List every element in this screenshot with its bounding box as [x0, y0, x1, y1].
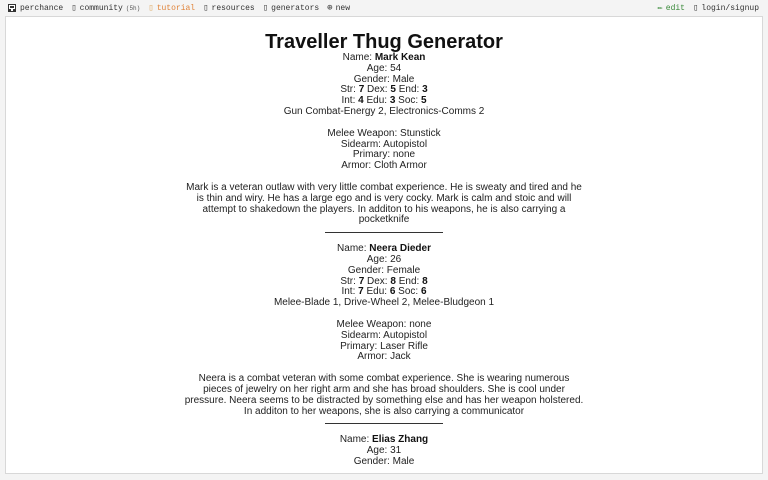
thug-gender-line [6, 457, 762, 468]
generator-output-frame [5, 16, 763, 474]
nav-generators-label: generators [271, 3, 320, 13]
thug-gender: Female [386, 264, 421, 276]
name-label: Name: [342, 52, 375, 63]
int-value: 4 [358, 95, 364, 107]
melee-label: Melee Weapon: [327, 127, 401, 139]
thug-name: Mark Kean [374, 52, 426, 63]
soc-label: Soc: [395, 95, 421, 107]
thug-divider [325, 423, 443, 424]
nav-new-label: new [335, 3, 350, 13]
end-value: 3 [422, 84, 428, 96]
dex-value: 8 [390, 275, 396, 287]
thug-age: 31 [390, 445, 402, 457]
edu-label: Edu: [363, 95, 390, 107]
user-icon: ▯ [692, 3, 699, 13]
gender-label: Gender: [353, 455, 393, 467]
str-label: Str: [340, 275, 359, 287]
edu-label: Edu: [363, 286, 390, 298]
thug-description: Mark is a veteran outlaw with very little combat experience. He is sweaty and tired and he is thin and wiry. He has a large ego and is very cocky. Mark is calm and stoic and will attempt to shakedown the players. In additon to his weapons, he is also carrying a pocketknife [186, 181, 582, 226]
primary-label: Primary: [352, 149, 393, 161]
thug-skills: Gun Combat-Energy 2, Electronics-Comms 2 [283, 105, 485, 117]
thug-gender: Male [392, 455, 415, 467]
name-label: Name: [337, 243, 370, 255]
gender-label: Gender: [353, 73, 393, 85]
plus-circle-icon: ⊕ [327, 3, 333, 13]
nav-perchance-label: perchance [20, 3, 64, 13]
dex-label: Dex: [364, 84, 391, 96]
dex-label: Dex: [364, 275, 391, 287]
sidearm-label: Sidearm: [340, 138, 384, 150]
nav-login-label: login/signup [701, 3, 759, 13]
end-label: End: [395, 84, 423, 96]
page-title: Traveller Thug Generator [265, 31, 503, 53]
sidearm-label: Sidearm: [340, 329, 384, 341]
gender-label: Gender: [347, 264, 387, 276]
pencil-icon: ✏ [657, 3, 663, 13]
thug-divider [325, 232, 443, 233]
nav-community-label: community [79, 3, 123, 13]
soc-label: Soc: [395, 286, 421, 298]
nav-resources-label: resources [211, 3, 255, 13]
thug-armor-line [6, 352, 762, 363]
armor-label: Armor: [341, 160, 374, 172]
book-icon: ▯ [148, 3, 154, 13]
thug-age: 26 [390, 253, 402, 265]
primary-label: Primary: [340, 340, 381, 352]
melee-label: Melee Weapon: [336, 318, 410, 330]
thug-card [6, 244, 762, 424]
str-value: 7 [358, 84, 365, 96]
nav-tutorial-label: tutorial [156, 3, 196, 13]
nav-left [0, 3, 358, 13]
nav-right [657, 3, 768, 13]
thug-gender: Male [392, 73, 415, 85]
nav-perchance[interactable] [8, 4, 63, 13]
thug-armor-line [6, 161, 762, 172]
dex-value: 5 [390, 84, 396, 96]
str-label: Str: [340, 84, 359, 96]
armor-label: Armor: [357, 351, 391, 363]
armor-value: Jack [390, 351, 411, 363]
nav-tutorial[interactable] [148, 3, 195, 13]
primary-value: none [392, 149, 416, 161]
melee-value: Stunstick [400, 127, 441, 139]
sidearm-value: Autopistol [383, 329, 428, 341]
end-label: End: [395, 275, 423, 287]
nav-resources[interactable] [203, 3, 255, 13]
int-label: Int: [341, 95, 359, 107]
thug-card [6, 435, 762, 467]
primary-value: Laser Rifle [380, 340, 428, 352]
nav-new[interactable] [327, 3, 350, 13]
edu-value: 3 [389, 95, 396, 107]
int-label: Int: [341, 286, 359, 298]
str-value: 7 [358, 275, 365, 287]
thug-description: Neera is a combat veteran with some combat experience. She is wearing numerous pieces of jewelry on her right arm and she has broad shoulders. She is cool under pressure. Neera seems to be distracted by something else and has her weapon holstered. In additon to her weapons, she is also carrying a communicator [184, 373, 584, 417]
nav-generators[interactable] [263, 3, 319, 13]
int-value: 7 [358, 286, 364, 298]
box-icon: ▯ [203, 3, 209, 13]
sidearm-value: Autopistol [383, 138, 428, 150]
thug-card [6, 53, 762, 233]
chat-icon: ▯ [71, 3, 77, 13]
top-nav-bar [0, 0, 768, 16]
nav-login[interactable] [693, 3, 759, 13]
melee-value: none [409, 318, 432, 330]
dice-logo-icon [8, 4, 16, 12]
age-label: Age: [366, 253, 391, 265]
nav-community[interactable] [71, 3, 140, 13]
gear-icon: ▯ [262, 3, 269, 13]
nav-edit[interactable] [657, 3, 685, 13]
thug-name: Neera Dieder [369, 243, 431, 255]
name-label: Name: [339, 434, 373, 446]
armor-value: Cloth Armor [373, 160, 427, 172]
edu-value: 6 [389, 286, 396, 298]
end-value: 8 [422, 275, 428, 287]
thug-name: Elias Zhang [372, 434, 429, 446]
age-label: Age: [366, 62, 391, 74]
soc-value: 6 [420, 286, 427, 298]
community-count: (5h) [125, 4, 141, 12]
age-label: Age: [366, 445, 391, 457]
thug-skills: Melee-Blade 1, Drive-Wheel 2, Melee-Bludgeon 1 [273, 297, 495, 309]
soc-value: 5 [420, 95, 427, 107]
nav-edit-label: edit [665, 3, 685, 13]
thug-age: 54 [390, 62, 402, 74]
